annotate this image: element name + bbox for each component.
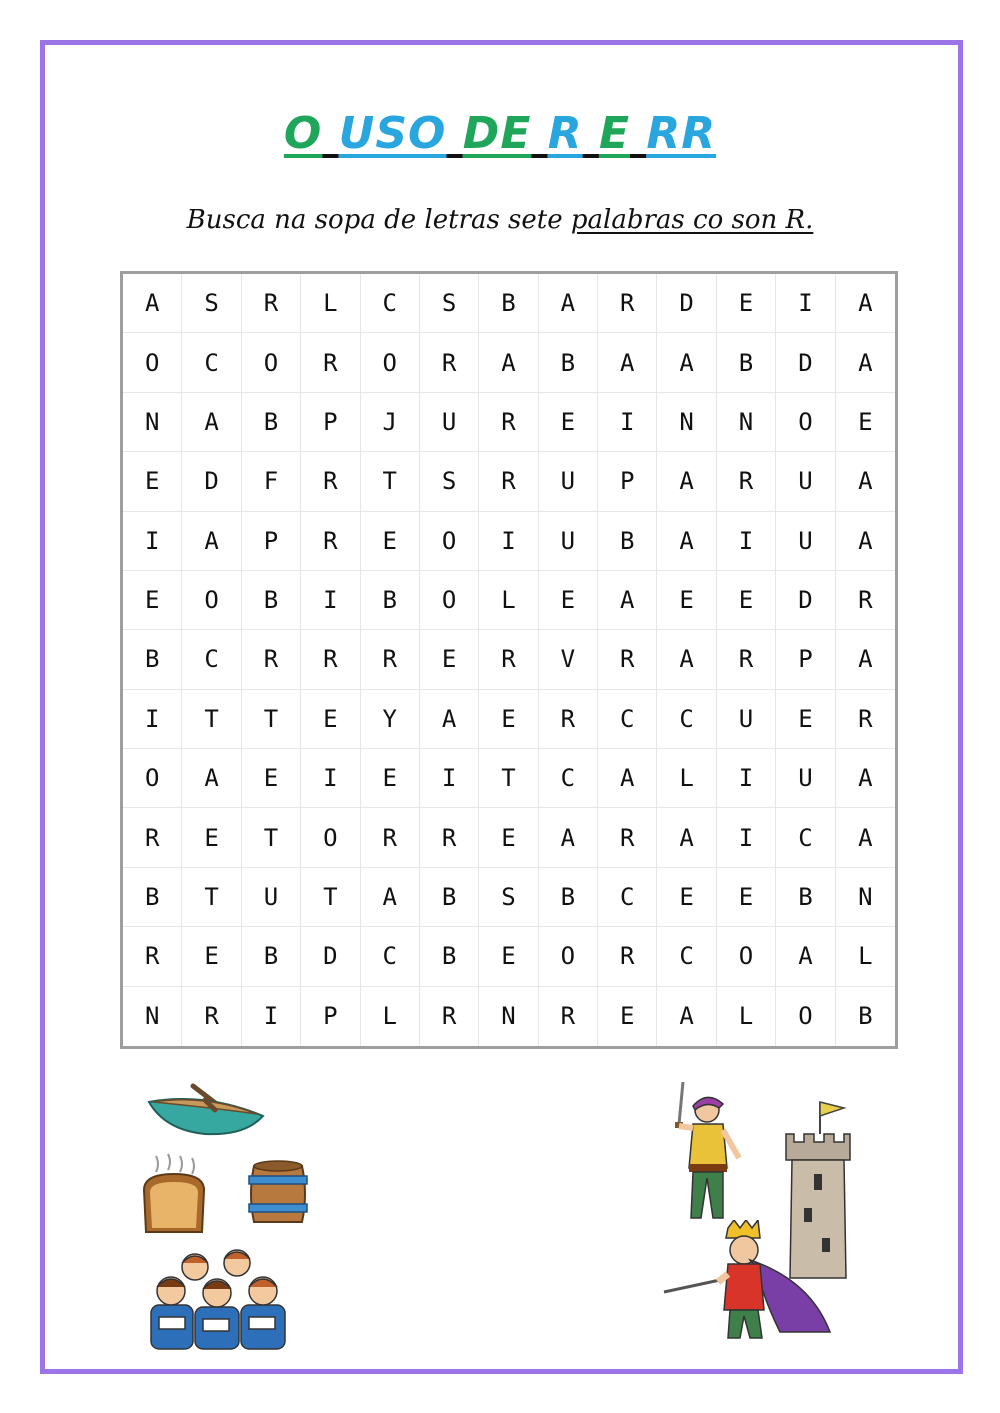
grid-cell[interactable]: S xyxy=(182,274,241,333)
grid-cell[interactable]: C xyxy=(598,690,657,749)
grid-cell[interactable]: D xyxy=(301,927,360,986)
grid-cell[interactable]: O xyxy=(123,333,182,392)
grid-cell[interactable]: R xyxy=(182,987,241,1046)
grid-cell[interactable]: B xyxy=(598,512,657,571)
grid-cell[interactable]: O xyxy=(301,808,360,867)
grid-cell[interactable]: R xyxy=(479,452,538,511)
grid-cell[interactable]: L xyxy=(301,274,360,333)
grid-cell[interactable]: A xyxy=(598,571,657,630)
grid-cell[interactable]: C xyxy=(776,808,835,867)
grid-cell[interactable]: E xyxy=(182,927,241,986)
bread-icon xyxy=(138,1150,210,1236)
grid-cell[interactable]: R xyxy=(361,630,420,689)
grid-cell[interactable]: S xyxy=(479,868,538,927)
grid-cell[interactable]: R xyxy=(420,987,479,1046)
grid-cell[interactable]: A xyxy=(776,927,835,986)
instructions-text: Busca na sopa de letras sete xyxy=(186,205,571,235)
grid-cell[interactable]: D xyxy=(776,571,835,630)
grid-cell[interactable]: E xyxy=(301,690,360,749)
grid-cell[interactable]: B xyxy=(361,571,420,630)
grid-cell[interactable]: A xyxy=(182,749,241,808)
grid-cell[interactable]: L xyxy=(657,749,716,808)
grid-cell[interactable]: O xyxy=(776,393,835,452)
grid-cell[interactable]: E xyxy=(479,927,538,986)
grid-cell[interactable]: P xyxy=(776,630,835,689)
grid-cell[interactable]: B xyxy=(123,868,182,927)
grid-cell[interactable]: I xyxy=(717,749,776,808)
grid-cell[interactable]: B xyxy=(420,868,479,927)
grid-cell[interactable]: T xyxy=(479,749,538,808)
instructions-underlined: palabras co son R. xyxy=(570,205,814,235)
grid-cell[interactable]: O xyxy=(420,512,479,571)
grid-cell[interactable]: C xyxy=(182,333,241,392)
grid-cell[interactable]: R xyxy=(598,808,657,867)
grid-cell[interactable]: E xyxy=(598,987,657,1046)
grid-cell[interactable]: P xyxy=(598,452,657,511)
grid-cell[interactable]: V xyxy=(539,630,598,689)
grid-cell[interactable]: P xyxy=(242,512,301,571)
grid-cell[interactable]: A xyxy=(836,512,895,571)
grid-cell[interactable]: B xyxy=(123,630,182,689)
grid-cell[interactable]: A xyxy=(361,868,420,927)
title-part xyxy=(583,108,599,159)
grid-cell[interactable]: T xyxy=(301,868,360,927)
title-part xyxy=(446,108,462,159)
grid-cell[interactable]: I xyxy=(776,274,835,333)
grid-cell[interactable]: I xyxy=(123,512,182,571)
grid-cell[interactable]: A xyxy=(657,452,716,511)
grid-cell[interactable]: I xyxy=(242,987,301,1046)
grid-cell[interactable]: R xyxy=(123,927,182,986)
grid-cell[interactable]: A xyxy=(836,808,895,867)
grid-cell[interactable]: E xyxy=(717,571,776,630)
grid-cell[interactable]: I xyxy=(479,512,538,571)
grid-cell[interactable]: P xyxy=(301,987,360,1046)
grid-cell[interactable]: R xyxy=(301,630,360,689)
grid-cell[interactable]: A xyxy=(657,808,716,867)
grid-cell[interactable]: I xyxy=(717,808,776,867)
title-part: DE xyxy=(462,108,532,159)
pirate-icon xyxy=(665,1078,750,1228)
grid-cell[interactable]: R xyxy=(301,452,360,511)
grid-cell[interactable]: O xyxy=(123,749,182,808)
grid-cell[interactable]: A xyxy=(479,333,538,392)
grid-cell[interactable]: U xyxy=(776,452,835,511)
grid-cell[interactable]: E xyxy=(717,274,776,333)
grid-cell[interactable]: P xyxy=(301,393,360,452)
grid-cell[interactable]: O xyxy=(539,927,598,986)
grid-cell[interactable]: R xyxy=(479,393,538,452)
grid-cell[interactable]: R xyxy=(539,987,598,1046)
grid-cell[interactable]: B xyxy=(242,393,301,452)
title-part xyxy=(630,108,646,159)
grid-cell[interactable]: B xyxy=(858,1002,873,1031)
grid-cell[interactable]: E xyxy=(479,690,538,749)
grid-cell[interactable]: I xyxy=(598,393,657,452)
grid-cell[interactable]: E xyxy=(123,571,182,630)
grid-cell[interactable]: R xyxy=(598,630,657,689)
grid-cell[interactable]: E xyxy=(420,630,479,689)
word-search-grid xyxy=(120,271,898,1049)
grid-cell[interactable]: A xyxy=(657,987,716,1046)
grid-cell[interactable]: T xyxy=(242,808,301,867)
grid-cell[interactable]: E xyxy=(242,749,301,808)
grid-cell[interactable]: A xyxy=(836,333,895,392)
grid-cell[interactable]: E xyxy=(123,452,182,511)
grid-cell[interactable]: U xyxy=(717,690,776,749)
grid-cell[interactable]: R xyxy=(598,927,657,986)
grid-cell[interactable]: E xyxy=(182,808,241,867)
grid-cell[interactable]: A xyxy=(657,333,716,392)
grid-cell[interactable]: E xyxy=(361,512,420,571)
grid-cell[interactable]: O xyxy=(420,571,479,630)
grid-cell[interactable]: R xyxy=(242,630,301,689)
instructions xyxy=(0,205,1000,235)
title-part: O xyxy=(283,108,323,159)
grid-cell[interactable]: R xyxy=(479,630,538,689)
grid-cell[interactable]: A xyxy=(598,333,657,392)
grid-cell[interactable]: U xyxy=(242,868,301,927)
grid-cell[interactable]: R xyxy=(598,274,657,333)
grid-cell[interactable]: I xyxy=(301,749,360,808)
grid-cell[interactable]: T xyxy=(182,868,241,927)
grid-cell[interactable]: R xyxy=(301,333,360,392)
grid-cell[interactable]: C xyxy=(361,274,420,333)
grid-cell[interactable]: J xyxy=(361,393,420,452)
grid-cell[interactable]: T xyxy=(182,690,241,749)
grid-cell[interactable]: R xyxy=(420,808,479,867)
grid-cell[interactable]: B xyxy=(242,927,301,986)
grid-cell[interactable]: A xyxy=(539,808,598,867)
grid-cell[interactable]: R xyxy=(836,571,895,630)
grid-cell[interactable]: B xyxy=(420,927,479,986)
grid-cell[interactable]: U xyxy=(776,512,835,571)
grid-cell[interactable]: L xyxy=(836,927,895,986)
grid-cell[interactable]: C xyxy=(657,690,716,749)
grid-cell[interactable]: E xyxy=(717,868,776,927)
grid-cell[interactable]: U xyxy=(539,452,598,511)
grid-cell[interactable]: I xyxy=(420,749,479,808)
grid-cell[interactable]: R xyxy=(123,808,182,867)
grid-cell[interactable]: E xyxy=(539,571,598,630)
king-icon xyxy=(660,1220,835,1345)
grid-cell[interactable]: A xyxy=(182,512,241,571)
grid-cell[interactable]: A xyxy=(657,630,716,689)
grid-cell[interactable]: A xyxy=(836,274,895,333)
grid-cell[interactable]: N xyxy=(657,393,716,452)
grid-cell[interactable]: U xyxy=(420,393,479,452)
grid-cell[interactable]: N xyxy=(717,393,776,452)
grid-cell[interactable]: U xyxy=(776,749,835,808)
grid-cell[interactable]: O xyxy=(776,987,835,1046)
grid-cell[interactable]: B xyxy=(776,868,835,927)
grid-cell[interactable]: F xyxy=(242,452,301,511)
title-part: R xyxy=(547,108,583,159)
grid-cell[interactable]: A xyxy=(182,393,241,452)
grid-cell[interactable]: R xyxy=(242,274,301,333)
grid-cell[interactable]: O xyxy=(361,333,420,392)
grid-cell[interactable]: N xyxy=(123,987,182,1046)
grid-cell[interactable]: R xyxy=(301,512,360,571)
grid-cell[interactable]: E xyxy=(776,690,835,749)
grid-cell[interactable]: E xyxy=(836,393,895,452)
grid-cell[interactable]: R xyxy=(539,690,598,749)
grid-cell[interactable]: E xyxy=(657,571,716,630)
grid-cell[interactable]: O xyxy=(182,571,241,630)
grid-cell[interactable]: A xyxy=(420,690,479,749)
grid-cell[interactable]: S xyxy=(420,274,479,333)
grid-cell[interactable]: A xyxy=(836,630,895,689)
boat-icon xyxy=(145,1078,267,1140)
grid-cell[interactable]: L xyxy=(479,571,538,630)
title-part: USO xyxy=(338,108,447,159)
grid-cell[interactable]: E xyxy=(539,393,598,452)
grid-cell[interactable]: B xyxy=(539,868,598,927)
grid-cell[interactable]: B xyxy=(242,571,301,630)
grid-cell[interactable]: I xyxy=(123,690,182,749)
grid-cell[interactable]: A xyxy=(836,749,895,808)
grid-cell[interactable]: C xyxy=(598,868,657,927)
grid-cell[interactable]: O xyxy=(242,333,301,392)
grid-cell[interactable]: R xyxy=(420,333,479,392)
title-part xyxy=(322,108,338,159)
grid-cell[interactable]: Y xyxy=(361,690,420,749)
grid-cell[interactable]: I xyxy=(301,571,360,630)
grid-cell[interactable]: R xyxy=(717,452,776,511)
grid-cell[interactable]: C xyxy=(182,630,241,689)
grid-cell[interactable]: E xyxy=(479,808,538,867)
title-part: E xyxy=(598,108,630,159)
grid-cell[interactable]: R xyxy=(836,690,895,749)
grid-cell[interactable]: A xyxy=(836,452,895,511)
grid-cell[interactable]: A xyxy=(123,274,182,333)
grid-cell[interactable]: S xyxy=(420,452,479,511)
grid-cell[interactable]: D xyxy=(776,333,835,392)
grid-cell[interactable]: B xyxy=(717,333,776,392)
grid-cell[interactable]: C xyxy=(361,927,420,986)
barrel-icon xyxy=(246,1160,310,1228)
grid-cell[interactable]: T xyxy=(361,452,420,511)
grid-cell[interactable]: R xyxy=(361,808,420,867)
choir-icon xyxy=(145,1245,290,1353)
grid-cell[interactable]: L xyxy=(361,987,420,1046)
grid-cell[interactable]: C xyxy=(657,927,716,986)
grid-cell[interactable]: N xyxy=(479,987,538,1046)
grid-cell[interactable]: N xyxy=(836,868,895,927)
page-title xyxy=(0,108,1000,159)
grid-cell[interactable]: E xyxy=(361,749,420,808)
grid-cell[interactable]: U xyxy=(539,512,598,571)
grid-cell[interactable]: D xyxy=(657,274,716,333)
grid-cell[interactable]: T xyxy=(242,690,301,749)
grid-cell[interactable]: B xyxy=(479,274,538,333)
grid-cell[interactable]: O xyxy=(717,927,776,986)
grid-cell[interactable]: E xyxy=(657,868,716,927)
grid-cell[interactable]: N xyxy=(123,393,182,452)
grid-cell[interactable]: A xyxy=(657,512,716,571)
title-part xyxy=(531,108,547,159)
grid-cell[interactable]: D xyxy=(182,452,241,511)
grid-cell[interactable]: I xyxy=(717,512,776,571)
grid-cell[interactable]: A xyxy=(598,749,657,808)
title-part: RR xyxy=(646,108,717,159)
grid-cell[interactable]: C xyxy=(539,749,598,808)
grid-cell[interactable]: R xyxy=(717,630,776,689)
grid-cell[interactable]: B xyxy=(539,333,598,392)
grid-cell[interactable]: A xyxy=(539,274,598,333)
grid-cell[interactable]: L xyxy=(717,987,776,1046)
